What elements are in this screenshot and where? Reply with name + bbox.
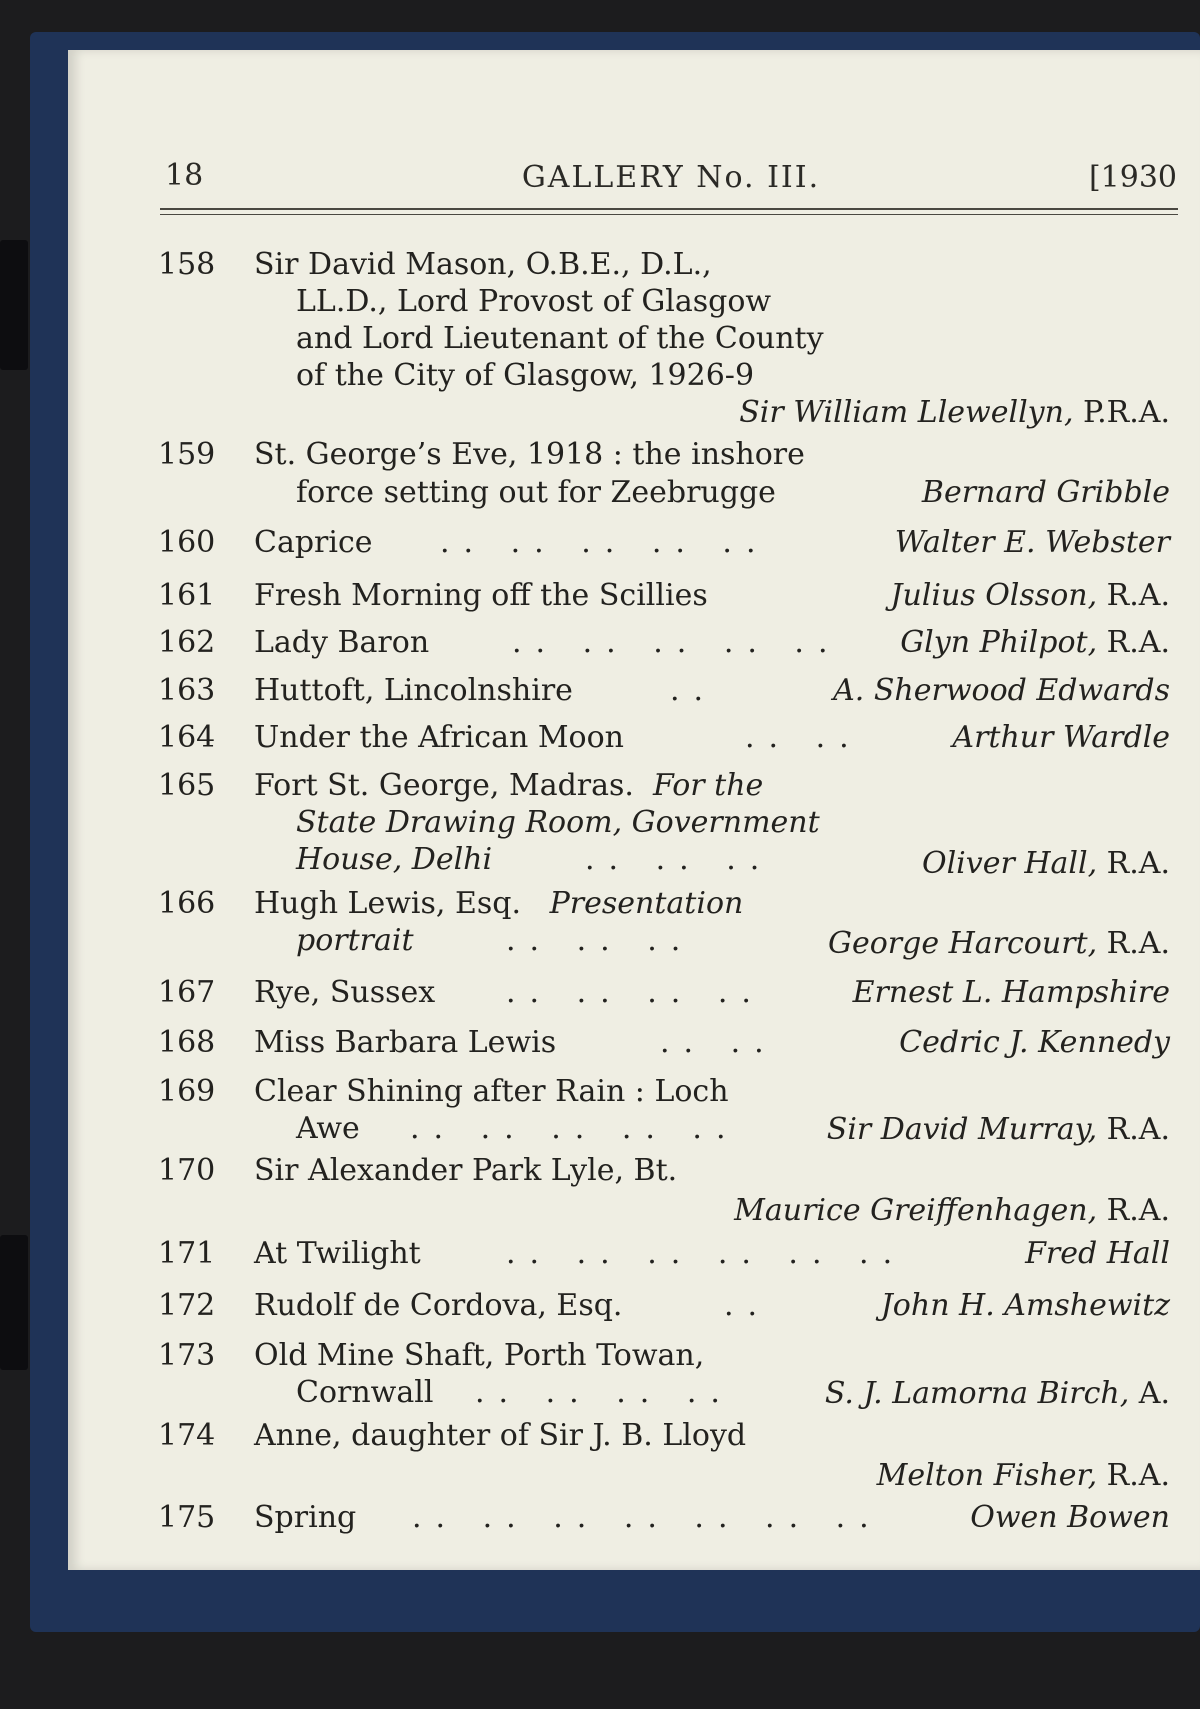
entry-artist: Maurice Greiffenhagen, R.A. [734,1193,1170,1228]
entry-artist: Arthur Wardle [952,720,1170,755]
entry-artist: Bernard Gribble [921,475,1170,510]
entry-artist: Glyn Philpot, R.A. [900,625,1170,660]
entry-artist: Julius Olsson, R.A. [890,578,1170,613]
entry-title-cont: of the City of Glasgow, 1926-9 [296,358,755,393]
page-header [165,152,1177,202]
entry-number: 168 [158,1025,216,1060]
entry-artist: John H. Amshewitz [880,1288,1170,1323]
entry-title: Lady Baron [254,625,430,660]
catalogue-entry [0,247,1200,437]
entry-artist: Oliver Hall, R.A. [921,846,1170,881]
entry-title: Huttoft, Lincolnshire [254,673,573,708]
entry-artist: Ernest L. Hampshire [852,975,1170,1010]
entry-title: Old Mine Shaft, Porth Towan, [254,1338,705,1373]
entry-title: Caprice [254,525,373,560]
entry-artist: George Harcourt, R.A. [828,926,1170,961]
leader-dots: .. .. [745,720,863,755]
leader-dots: .. .. .. .. .. [512,625,842,660]
entry-number: 165 [158,768,216,803]
header-rule [160,214,1178,215]
entry-title: Sir David Mason, O.B.E., D.L., [254,247,712,282]
catalogue-entry [0,1236,1200,1276]
entry-title-cont: House, Delhi [296,842,493,877]
entry-number: 172 [158,1288,216,1323]
entry-number: 162 [158,625,216,660]
entry-artist: Cedric J. Kennedy [899,1025,1170,1060]
leader-dots: .. .. .. [585,842,774,877]
catalogue-entry [0,578,1200,618]
entry-artist: Walter E. Webster [894,525,1170,560]
catalogue-entry [0,886,1200,966]
catalogue-entry [0,625,1200,665]
catalogue-entry [0,1288,1200,1328]
entry-title-cont: LL.D., Lord Provost of Glasgow [296,284,772,319]
entry-title: Fresh Morning off the Scillies [254,578,708,613]
entry-number: 163 [158,673,216,708]
entry-title: Fort St. George, Madras. For the [254,768,764,803]
entry-title: Under the African Moon [254,720,624,755]
page-number: 18 [165,158,204,193]
entry-number: 161 [158,578,216,613]
catalogue-entry [0,673,1200,713]
entry-artist: Sir William Llewellyn, P.R.A. [739,395,1170,430]
entry-artist: Fred Hall [1025,1236,1170,1271]
leader-dots: .. [724,1288,772,1323]
entry-title: Hugh Lewis, Esq. Presentation [254,886,744,921]
entry-title: Spring [254,1500,357,1535]
catalogue-entry [0,1153,1200,1229]
entry-number: 164 [158,720,216,755]
leader-dots: .. .. .. .. .. [410,1111,740,1146]
entry-title-cont: Cornwall [296,1375,434,1410]
catalogue-entry [0,1500,1200,1540]
catalogue-entry [0,1074,1200,1150]
entry-title: St. George’s Eve, 1918 : the inshore [254,437,805,472]
leader-dots: .. .. .. .. [506,975,765,1010]
catalogue-entry [0,1338,1200,1414]
catalogue-entry [0,720,1200,760]
entry-number: 173 [158,1338,216,1373]
entry-artist: Sir David Murray, R.A. [826,1112,1170,1147]
catalogue-entry [0,1418,1200,1494]
leader-dots: .. .. .. .. .. .. [506,1236,907,1271]
page-title: GALLERY No. III. [521,160,821,195]
leader-dots: .. [670,673,718,708]
entry-number: 160 [158,525,216,560]
leader-dots: .. .. .. .. .. [440,525,770,560]
entry-title: Sir Alexander Park Lyle, Bt. [254,1153,678,1188]
entry-number: 159 [158,437,216,472]
entry-title-cont: Awe [296,1111,360,1146]
leader-dots: .. .. [660,1025,778,1060]
entry-number: 171 [158,1236,216,1271]
catalogue-entry [0,525,1200,565]
page-year: [1930 [1088,160,1177,195]
entry-number: 174 [158,1418,216,1453]
entry-number: 175 [158,1500,216,1535]
catalogue-entry [0,768,1200,883]
entry-artist: Melton Fisher, R.A. [876,1458,1170,1493]
entry-artist: S. J. Lamorna Birch, A. [824,1376,1170,1411]
entry-title: Miss Barbara Lewis [254,1025,557,1060]
entry-title: Clear Shining after Rain : Loch [254,1074,729,1109]
entry-title-cont: State Drawing Room, Government [296,805,820,840]
catalogue-entry [0,1025,1200,1065]
entry-artist: Owen Bowen [970,1500,1170,1535]
leader-dots: .. .. .. .. .. .. .. [412,1500,883,1535]
entry-number: 170 [158,1153,216,1188]
entry-number: 167 [158,975,216,1010]
entry-artist: A. Sherwood Edwards [833,673,1170,708]
entry-title-cont: force setting out for Zeebrugge [296,475,776,510]
entry-title: At Twilight [254,1236,421,1271]
entry-number: 158 [158,247,216,282]
entry-number: 169 [158,1074,216,1109]
entry-title: Anne, daughter of Sir J. B. Lloyd [254,1418,747,1453]
catalogue-entry [0,975,1200,1015]
entry-title-cont: and Lord Lieutenant of the County [296,321,824,356]
leader-dots: .. .. .. [506,923,695,958]
entry-title: Rudolf de Cordova, Esq. [254,1288,623,1323]
entry-title: Rye, Sussex [254,975,436,1010]
entry-title-cont: portrait [296,923,414,958]
entry-number: 166 [158,886,216,921]
catalogue-entry [0,437,1200,513]
leader-dots: .. .. .. .. [475,1375,734,1410]
header-rule [160,208,1178,210]
